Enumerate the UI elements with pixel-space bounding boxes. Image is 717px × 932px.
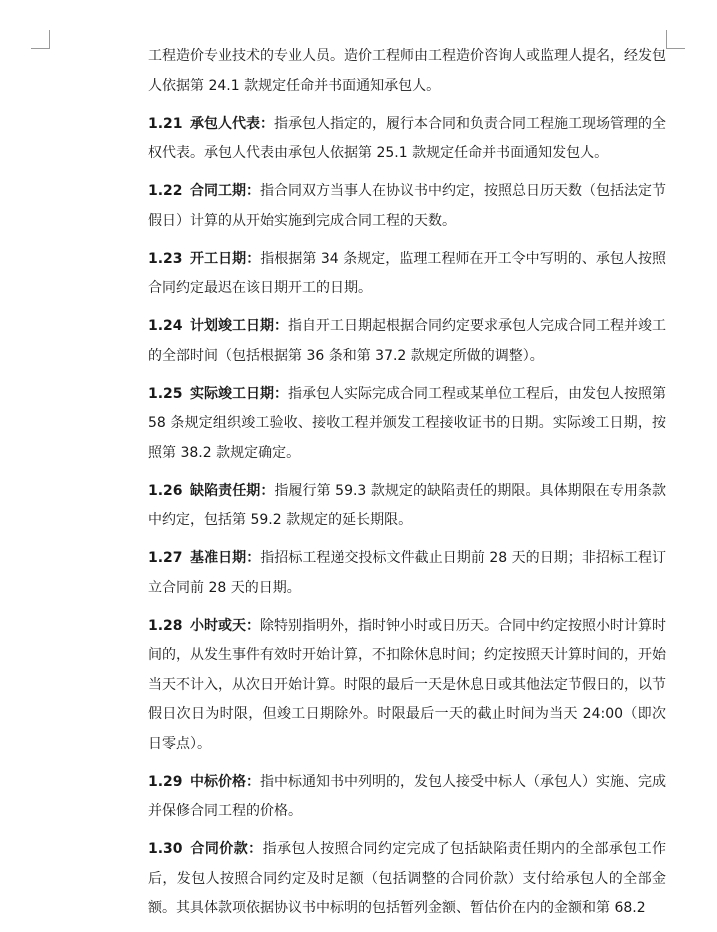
clause-text: 指承包人指定的，履行本合同和负责合同工程施工现场管理的全权代表。承包人代表由承包人依据第 25.1 款规定任命并书面通知发包人。 <box>148 115 666 161</box>
clause-number: 1.26 <box>148 482 183 499</box>
clause-number: 1.24 <box>148 318 183 334</box>
clause-colon: ： <box>246 183 260 199</box>
clause-text: 指中标通知书中列明的，发包人接受中标人（承包人）实施、完成并保修合同工程的价格。 <box>148 773 666 819</box>
clause-term: 基准日期 <box>190 550 247 566</box>
clause-term: 中标价格 <box>190 773 246 790</box>
clause-paragraph <box>148 312 666 371</box>
clause-colon: ： <box>260 115 274 132</box>
clause-number: 1.30 <box>148 841 183 857</box>
clause-number: 1.22 <box>148 183 183 199</box>
clause-paragraph <box>148 477 666 536</box>
clause-text: 指招标工程递交投标文件截止日期前 28 天的日期；非招标工程订立合同前 28 天的日期。 <box>148 550 667 596</box>
intro-text: 工程造价专业技术的专业人员。造价工程师由工程造价咨询人或监理人提名，经发包人依据第 24.1 款规定任命并书面通知承包人。 <box>148 48 666 94</box>
clause-colon: ： <box>248 841 263 857</box>
clause-text: 指合同双方当事人在协议书中约定，按照总日历天数（包括法定节假日）计算的从开始实施到完成合同工程的天数。 <box>148 183 666 229</box>
clause-number: 1.21 <box>148 115 183 132</box>
clause-paragraph <box>148 245 666 304</box>
clause-text: 指自开工日期起根据合同约定要求承包人完成合同工程并竣工的全部时间（包括根据第 36 条和第 37.2 款规定所做的调整）。 <box>148 318 666 364</box>
clause-paragraph <box>148 544 666 603</box>
clause-colon: ： <box>246 550 261 566</box>
clause-colon: ： <box>246 773 260 790</box>
clause-paragraph <box>148 110 666 169</box>
clause-colon: ： <box>274 318 288 334</box>
intro-paragraph <box>148 42 666 101</box>
clause-term: 实际竣工日期 <box>190 385 274 402</box>
document-body <box>148 42 666 932</box>
clause-term: 开工日期 <box>190 250 247 267</box>
clause-number: 1.28 <box>148 617 183 634</box>
clause-text: 除特别指明外，指时钟小时或日历天。合同中约定按照小时计算时间的，从发生事件有效时开始计算，不扣除休息时间；约定按照天计算时间的，开始当天不计入，从次日开始计算。时限的最后一天是休息日或其他法定节假日的，以节假日次日为时限，但竣工日期除外。时限最后一天的截止时间为当天 24:00（即次日零点）。 <box>148 617 666 752</box>
clause-number: 1.27 <box>148 550 183 566</box>
clause-colon: ： <box>246 617 260 634</box>
clause-text: 指承包人实际完成合同工程或某单位工程后，由发包人按照第 58 条规定组织竣工验收、接收工程并颁发工程接收证书的日期。实际竣工日期，按照第 38.2 款规定确定。 <box>148 385 666 461</box>
clause-term: 小时或天 <box>190 617 246 634</box>
clause-paragraph <box>148 835 666 924</box>
clause-list <box>148 110 666 924</box>
page-corner-mark-top-right <box>666 30 685 49</box>
clause-colon: ： <box>260 482 275 499</box>
clause-paragraph <box>148 380 666 469</box>
clause-number: 1.23 <box>148 250 183 267</box>
clause-term: 缺陷责任期 <box>190 482 261 499</box>
clause-colon: ： <box>274 385 288 402</box>
clause-colon: ： <box>246 250 261 267</box>
clause-paragraph <box>148 768 666 827</box>
clause-term: 合同价款 <box>190 841 249 857</box>
clause-text: 指履行第 59.3 款规定的缺陷责任的期限。具体期限在专用条款中约定，包括第 59.2 款规定的延长期限。 <box>148 482 667 528</box>
page-corner-mark-top-left <box>31 30 50 49</box>
clause-number: 1.25 <box>148 385 183 402</box>
clause-term: 计划竣工日期 <box>190 318 274 334</box>
clause-number: 1.29 <box>148 773 183 790</box>
clause-paragraph <box>148 612 666 760</box>
clause-paragraph <box>148 177 666 236</box>
clause-text: 指根据第 34 条规定，监理工程师在开工令中写明的、承包人按照合同约定最迟在该日期开工的日期。 <box>148 250 667 296</box>
clause-term: 承包人代表 <box>190 115 260 132</box>
clause-text: 指承包人按照合同约定完成了包括缺陷责任期内的全部承包工作后，发包人按照合同约定及时足额（包括调整的合同价款）支付给承包人的全部金额。其具体款项依据协议书中标明的包括暂列金额、暂估价在内的金额和第 68.2 <box>148 841 667 916</box>
clause-term: 合同工期 <box>190 183 246 199</box>
